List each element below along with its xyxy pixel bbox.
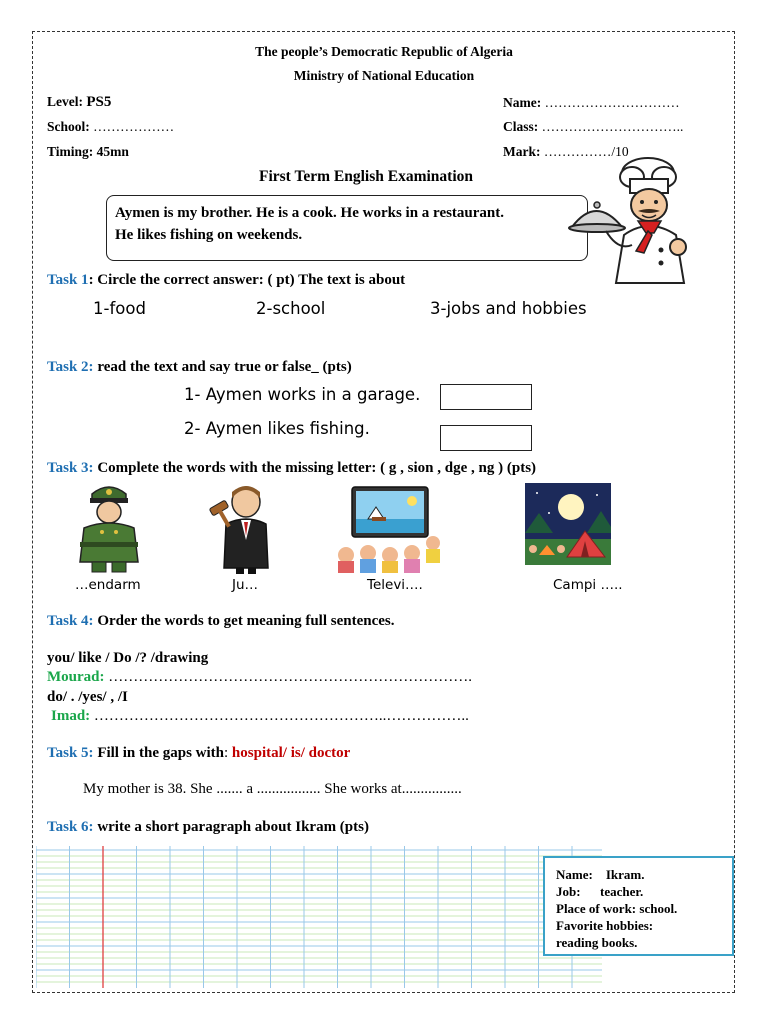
school-field: School: ……………… — [47, 119, 175, 134]
task-5-heading: Task 5: Fill in the gaps with: hospital/ is/ doctor — [47, 745, 351, 761]
task-4-heading: Task 4: Order the words to get meaning full sentences. — [47, 613, 395, 629]
info-hobby-value: reading books. — [556, 935, 638, 950]
task-4-answer-1[interactable]: Mourad: ………………………………………………………………. — [47, 669, 472, 685]
info-favorite-hobbies: Favorite hobbies: — [556, 918, 654, 933]
task-2-answer-box-1[interactable] — [440, 384, 532, 410]
television-image — [332, 483, 446, 573]
exam-title: First Term English Examination — [259, 168, 474, 185]
task-1-option-1[interactable]: 1-food — [93, 299, 146, 318]
task-2-item-1: 1- Aymen works in a garage. — [184, 385, 421, 404]
info-job: Job: teacher. — [556, 884, 644, 899]
name-field: Name: ………………………… — [503, 95, 680, 110]
timing-field: Timing: 45mn — [47, 144, 129, 159]
task-4-question-2: do/ . /yes/ , /I — [47, 689, 128, 705]
task-4-question-1: you/ like / Do /? /drawing — [47, 650, 209, 666]
header-line-1: The people’s Democratic Republic of Algeria — [255, 44, 513, 59]
task-3-heading: Task 3: Complete the words with the missing letter: ( g , sion , dge , ng ) (pts) — [47, 460, 537, 476]
reading-text-line-2: He likes fishing on weekends. — [115, 227, 303, 243]
task-6-heading: Task 6: write a short paragraph about Ikram (pts) — [47, 819, 369, 835]
task-3-caption-1: …endarm — [75, 577, 141, 593]
task-3-caption-2: Ju… — [232, 577, 259, 593]
info-name: Name: Ikram. — [556, 867, 645, 882]
mark-field: Mark: ……………/10 — [503, 144, 629, 159]
task-3-caption-3: Televi…. — [367, 577, 423, 593]
writing-grid[interactable] — [36, 846, 602, 988]
level-field: Level: PS5 — [47, 94, 112, 110]
task-1-option-3[interactable]: 3-jobs and hobbies — [430, 299, 587, 318]
task-2-heading: Task 2: read the text and say true or false_ (pts) — [47, 359, 352, 375]
chef-illustration — [566, 155, 701, 285]
task-3-caption-4: Campi ….. — [553, 577, 623, 593]
info-place-of-work: Place of work: school. — [556, 901, 678, 916]
task-1-heading: Task 1: Circle the correct answer: ( pt) The text is about — [47, 272, 406, 288]
task-1-option-2[interactable]: 2-school — [256, 299, 326, 318]
task-5-sentence[interactable]: My mother is 38. She ....... a ................. She works at................ — [83, 781, 462, 797]
camping-image — [525, 483, 611, 565]
header-line-2: Ministry of National Education — [293, 68, 475, 83]
class-field: Class: ………………………….. — [503, 119, 684, 134]
reading-text-line-1: Aymen is my brother. He is a cook. He works in a restaurant. — [115, 205, 505, 221]
gendarme-image — [72, 480, 146, 574]
task-2-item-2: 2- Aymen likes fishing. — [184, 419, 370, 438]
task-4-answer-2[interactable]: Imad: …………………………………………………..…………….. — [51, 708, 469, 724]
reading-text-box — [106, 195, 588, 261]
ikram-info-box — [543, 856, 734, 956]
judge-image — [208, 480, 278, 574]
task-2-answer-box-2[interactable] — [440, 425, 532, 451]
